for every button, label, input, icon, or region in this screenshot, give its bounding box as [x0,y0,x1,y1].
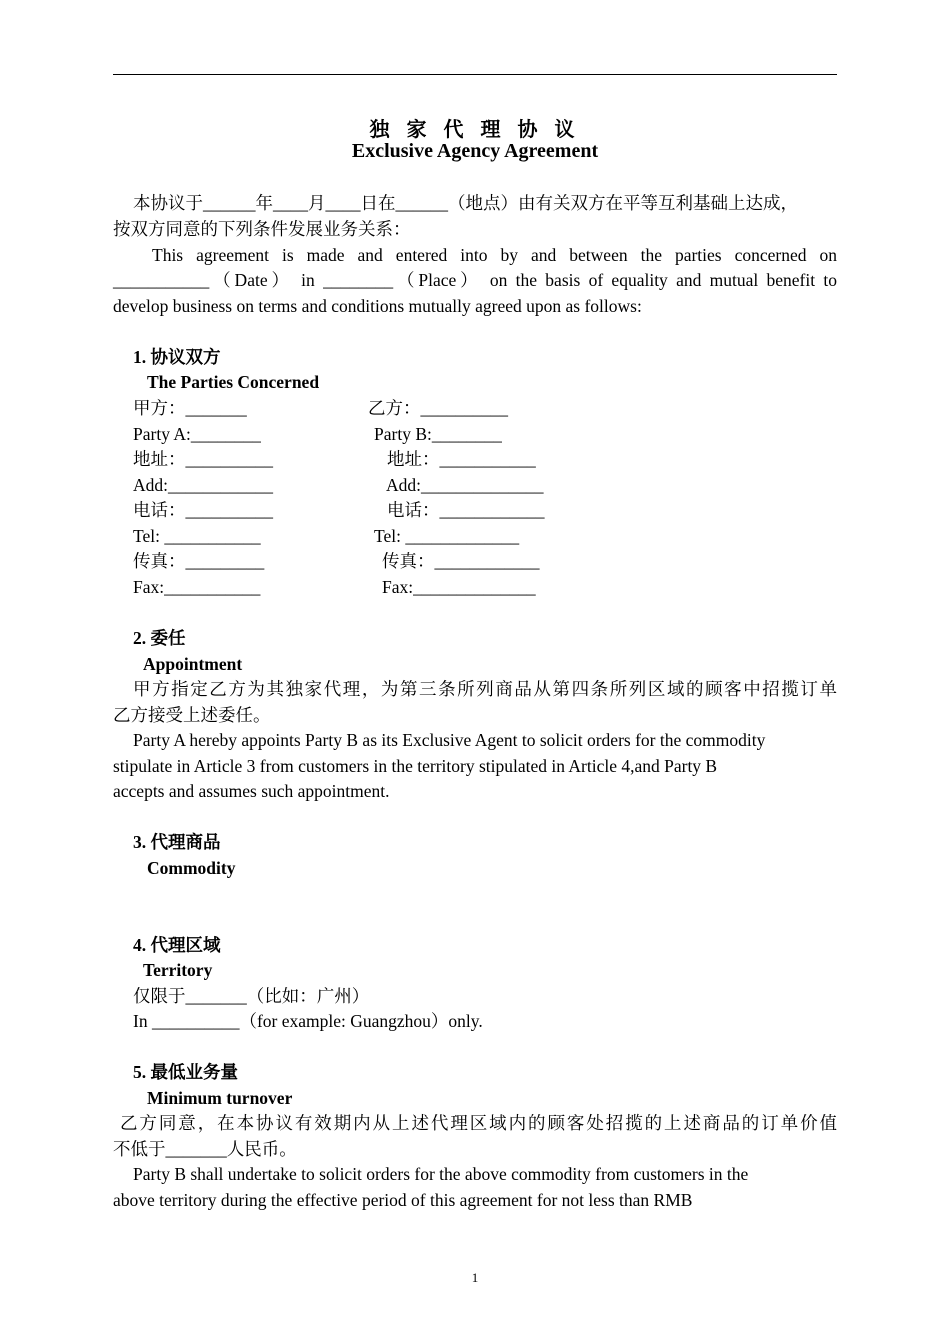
section2-en-line1: Party A hereby appoints Party B as its Exclusive Agent to solicit orders for the commodity [133,730,766,750]
party-b-fax: 传真：____________ [382,551,540,571]
intro-en-line2: ___________（Date） in ________（Place） on the basis of equality and mutual benefit to [113,270,837,290]
section4-en-line: In __________（for example: Guangzhou）only. [133,1011,483,1031]
party-b-fax-en: Fax:______________ [382,577,536,597]
party-b-address-en: Add:______________ [386,475,544,495]
page-number: 1 [471,1270,479,1285]
party-a-name: 甲方：_______ [133,398,247,418]
section3-heading: 3. 代理商品 [133,832,221,852]
section1-subheading: The Parties Concerned [147,372,320,392]
section3-subheading: Commodity [147,858,236,878]
intro-en-line3: develop business on terms and conditions mutually agreed upon as follows: [113,296,642,316]
section4-heading: 4. 代理区域 [133,935,221,955]
intro-cn-line1: 本协议于______年____月____日在______（地点）由有关双方在平等互利基础上达成， [133,193,798,213]
party-a-phone: 电话：__________ [133,500,273,520]
party-b-phone: 电话：____________ [387,500,545,520]
section1-heading: 1. 协议双方 [133,347,221,367]
party-a-name-en: Party A:________ [133,424,261,444]
title-chinese: 独 家 代 理 协 议 [369,119,581,141]
party-a-address-en: Add:____________ [133,475,273,495]
title-english: Exclusive Agency Agreement [351,140,599,162]
section5-subheading: Minimum turnover [147,1088,293,1108]
section5-en-line1: Party B shall undertake to solicit orders for the above commodity from customers in the [133,1164,749,1184]
section4-cn-line: 仅限于_______（比如：广州） [133,986,370,1006]
section2-cn-line2: 乙方接受上述委任。 [113,705,271,725]
header-rule [113,74,837,75]
section2-heading: 2. 委任 [133,628,186,648]
party-a-phone-en: Tel: ___________ [133,526,261,546]
party-b-phone-en: Tel: _____________ [374,526,520,546]
party-a-address: 地址：__________ [133,449,273,469]
section2-en-line2: stipulate in Article 3 from customers in the territory stipulated in Article 4,and Party B [113,756,718,776]
section5-heading: 5. 最低业务量 [133,1062,238,1082]
intro-en-line1: This agreement is made and entered into by and between the parties concerned on [152,245,837,265]
party-a-fax-en: Fax:___________ [133,577,261,597]
section5-cn-line1: 乙方同意，在本协议有效期内从上述代理区域内的顾客处招揽的上述商品的订单价值 [120,1113,837,1133]
section4-subheading: Territory [143,960,213,980]
section2-cn-line1: 甲方指定乙方为其独家代理，为第三条所列商品从第四条所列区域的顾客中招揽订单 [133,679,837,699]
section5-en-line2: above territory during the effective period of this agreement for not less than RMB [113,1190,693,1210]
party-b-name: 乙方：__________ [368,398,508,418]
party-b-address: 地址：___________ [387,449,536,469]
section2-en-line3: accepts and assumes such appointment. [113,781,390,801]
section5-cn-line2: 不低于_______人民币。 [113,1139,297,1159]
party-b-name-en: Party B:________ [374,424,502,444]
intro-cn-line2: 按双方同意的下列条件发展业务关系： [113,219,411,239]
section2-subheading: Appointment [143,654,243,674]
party-a-fax: 传真：_________ [133,551,265,571]
